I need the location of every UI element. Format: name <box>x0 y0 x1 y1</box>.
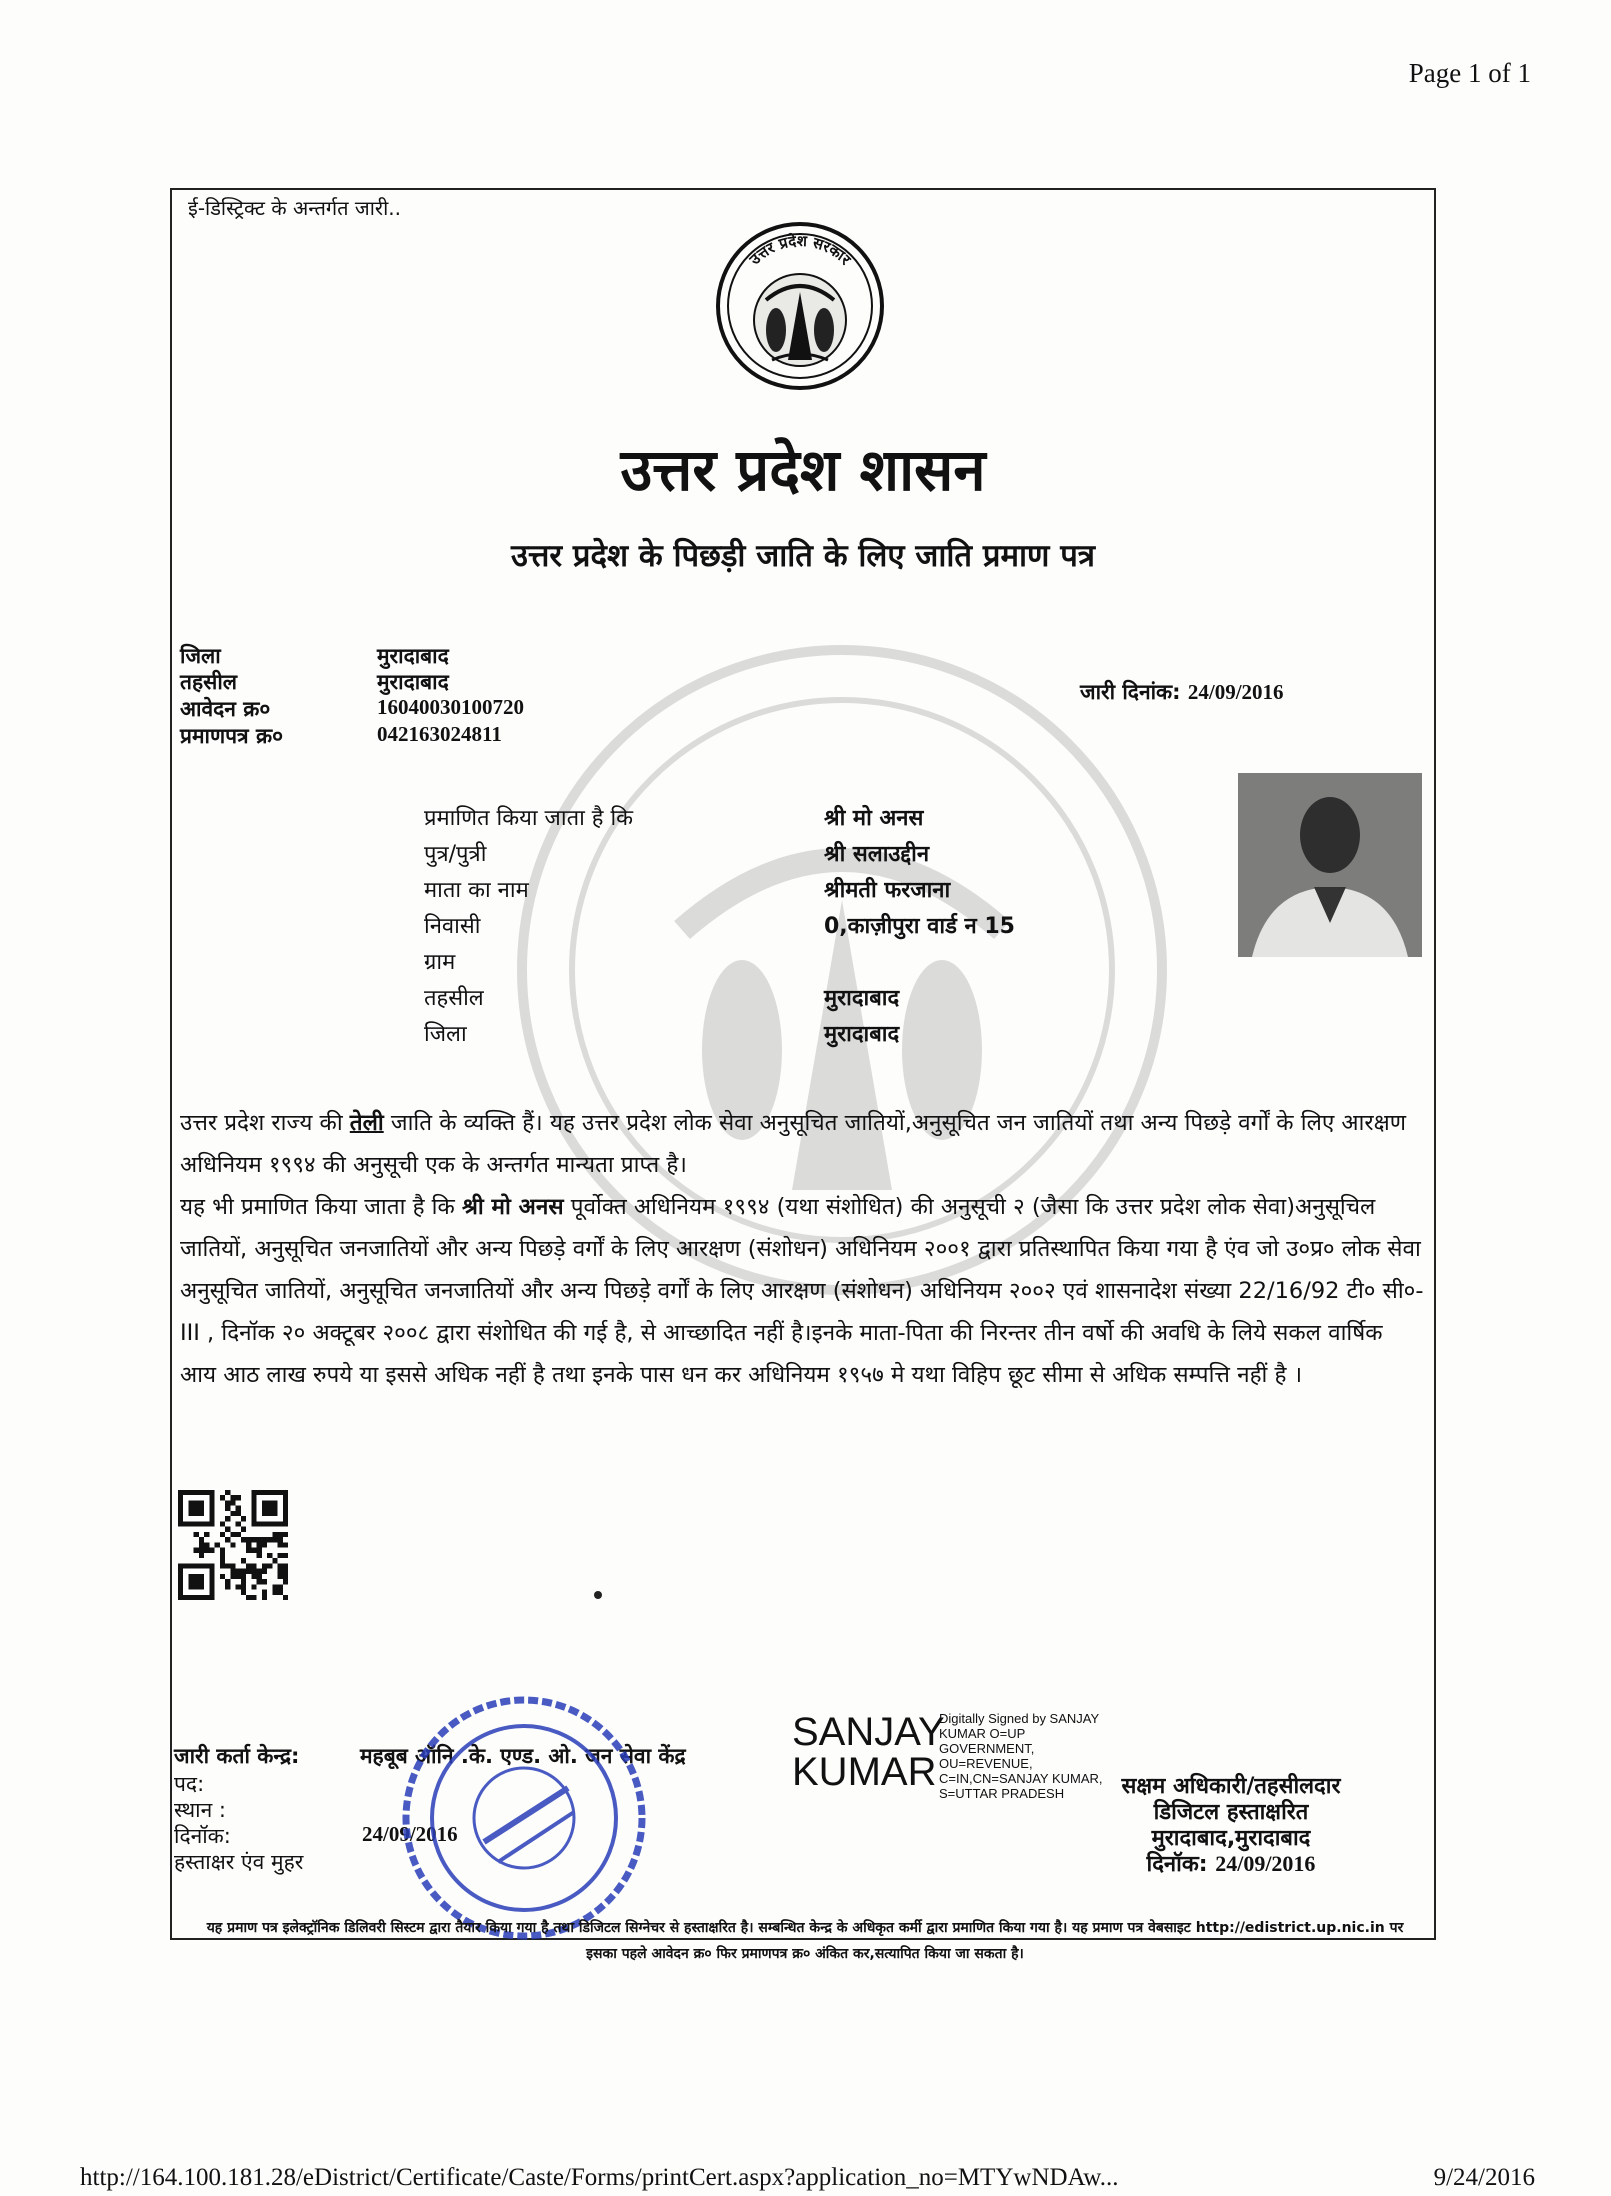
issue-date-value: 24/09/2016 <box>1187 680 1284 704</box>
issue-date-label: जारी दिनांक: <box>1080 680 1181 704</box>
government-title: उत्तर प्रदेश शासन <box>620 436 986 504</box>
print-url: http://164.100.181.28/eDistrict/Certificate/Caste/Forms/printCert.aspx?application_no=MTYwNDAw... <box>80 2164 1119 2191</box>
applicant-name: श्री मो अनस <box>824 806 924 831</box>
certified-label: प्रमाणित किया जाता है कि <box>424 806 634 831</box>
applicant-name-inline: श्री मो अनस <box>461 1194 564 1220</box>
district-label: जिला <box>180 644 221 668</box>
issuing-center-label: जारी कर्ता केन्द्र: <box>174 1744 300 1768</box>
district-value: मुरादाबाद <box>377 644 449 668</box>
issuer-date-value: 24/09/2016 <box>362 1822 458 1846</box>
certificate-body <box>180 1102 1425 1396</box>
ink-dot <box>594 1591 602 1599</box>
certificate-number-value: 042163024811 <box>377 722 502 746</box>
village-label: ग्राम <box>424 950 456 975</box>
page-number: Page 1 of 1 <box>1408 58 1531 88</box>
parent-label: पुत्र/पुत्री <box>424 842 487 867</box>
detail-tehsil-value: मुरादाबाद <box>824 986 900 1011</box>
verification-note: यह प्रमाण पत्र इलेक्ट्रॉनिक डिलिवरी सिस्टम द्वारा तैयार किया गया है तथा डिजिटल सिग्नेचर से हस्ताक्षरित है। सम्बन्धित केन्द्र के अधिकृत कर्मी द्वारा प्रमाणित किया गया है। यह प्रमाण पत्र वेबसाइट http://edistrict.up.nic.in पर इसका पहले आवेदन क्र० फिर प्रमाणपत्र क्र० अंकित कर,सत्यापित किया जा सकता है। <box>206 1920 1404 1962</box>
authority-date: दिनॉक: 24/09/2016 <box>1146 1851 1316 1877</box>
authority-place: मुरादाबाद,मुरादाबाद <box>1151 1826 1311 1851</box>
certificate-number-label: प्रमाणपत्र क्र० <box>180 724 284 748</box>
detail-district-label: जिला <box>424 1022 467 1047</box>
place-label: स्थान : <box>174 1798 227 1822</box>
official-seal-stamp <box>398 1692 650 1944</box>
detail-tehsil-label: तहसील <box>424 986 484 1011</box>
application-number-label: आवेदन क्र० <box>180 697 271 721</box>
tehsil-value: मुरादाबाद <box>377 670 449 694</box>
application-number-value: 16040030100720 <box>377 695 524 719</box>
certificate-frame <box>170 188 1436 1962</box>
resident-label: निवासी <box>424 914 481 939</box>
certificate-title: उत्तर प्रदेश के पिछड़ी जाति के लिए जाति प्रमाण पत्र <box>511 538 1095 574</box>
mother-label: माता का नाम <box>424 878 529 903</box>
signature-seal-label: हस्ताक्षर एंव मुहर <box>174 1850 304 1874</box>
tehsil-label: तहसील <box>180 670 237 694</box>
mother-name: श्रीमती फरजाना <box>824 878 951 903</box>
issued-under-note: ई-डिस्ट्रिक्ट के अन्तर्गत जारी.. <box>188 196 401 220</box>
caste-statement: उत्तर प्रदेश राज्य की तेली जाति के व्यक्ति हैं। यह उत्तर प्रदेश लोक सेवा अनुसूचित जातियों,अनुसूचित जन जातियों तथा अन्य पिछड़े वर्गों के लिए आरक्षण अधिनियम १९९४ की अनुसूची एक के अन्तर्गत मान्यता प्राप्त है। <box>180 1110 1407 1178</box>
detail-district-value: मुरादाबाद <box>824 1022 900 1047</box>
digital-signed-label: डिजिटल हस्ताक्षरित <box>1153 1800 1309 1825</box>
qr-code <box>178 1490 288 1600</box>
issuing-center-name: महबूब ऑनि .के. एण्ड. ओ. जन सेवा केंद्र <box>360 1744 686 1768</box>
applicant-photo <box>1238 773 1422 957</box>
eligibility-statement: यह भी प्रमाणित किया जाता है कि श्री मो अनस पूर्वोक्त अधिनियम १९९४ (यथा संशोधित) की अनुसूची २ (जैसा कि उत्तर प्रदेश लोक सेवा)अनुसूचिल जातियों, अनुसूचित जनजातियों और अन्य पिछड़े वर्गों के लिए आरक्षण (संशोधन) अधिनियम २००१ द्वारा प्रतिस्थापित किया गया है एंव जो उ०प्र० लोक सेवा अनुसूचित जातियों, अनुसूचित जनजातियों और अन्य पिछड़े वर्गों के लिए आरक्षण (संशोधन) अधिनियम २००२ एवं शासनादेश संख्या 22/16/92 टी० सी०-III , दिनॉक २० अक्टूबर २००८ द्वारा संशोधित की गई है, से आच्छादित नहीं है।इनके माता-पिता की निरन्तर तीन वर्षो की अवधि के लिये सकल वार्षिक आय आठ लाख रुपये या इससे अधिक नहीं है तथा इनके पास धन कर अधिनियम १९५७ मे यथा विहिप छूट सीमा से अधिक सम्पत्ति नहीं है । <box>180 1194 1424 1388</box>
print-date: 9/24/2016 <box>1433 2164 1535 2191</box>
post-label: पद: <box>174 1772 205 1796</box>
parent-name: श्री सलाउद्दीन <box>824 842 930 867</box>
resident-address: 0,काज़ीपुरा वार्ड न 15 <box>824 914 1015 939</box>
digital-signer-name: SANJAY KUMAR <box>792 1710 945 1794</box>
up-government-emblem <box>714 220 886 392</box>
caste-name: तेली <box>349 1110 384 1136</box>
svg-text:उत्तर प्रदेश सरकार: उत्तर प्रदेश सरकार <box>745 231 855 269</box>
issue-date <box>1080 678 1284 706</box>
issuer-date-label: दिनॉक: <box>174 1824 231 1848</box>
digital-signature-details: Digitally Signed by SANJAY KUMAR O=UP GOVERNMENT, OU=REVENUE, C=IN,CN=SANJAY KUMAR, S=UTTAR PRADESH <box>939 1711 1103 1801</box>
authority-title: सक्षम अधिकारी/तहसीलदार <box>1121 1774 1341 1799</box>
